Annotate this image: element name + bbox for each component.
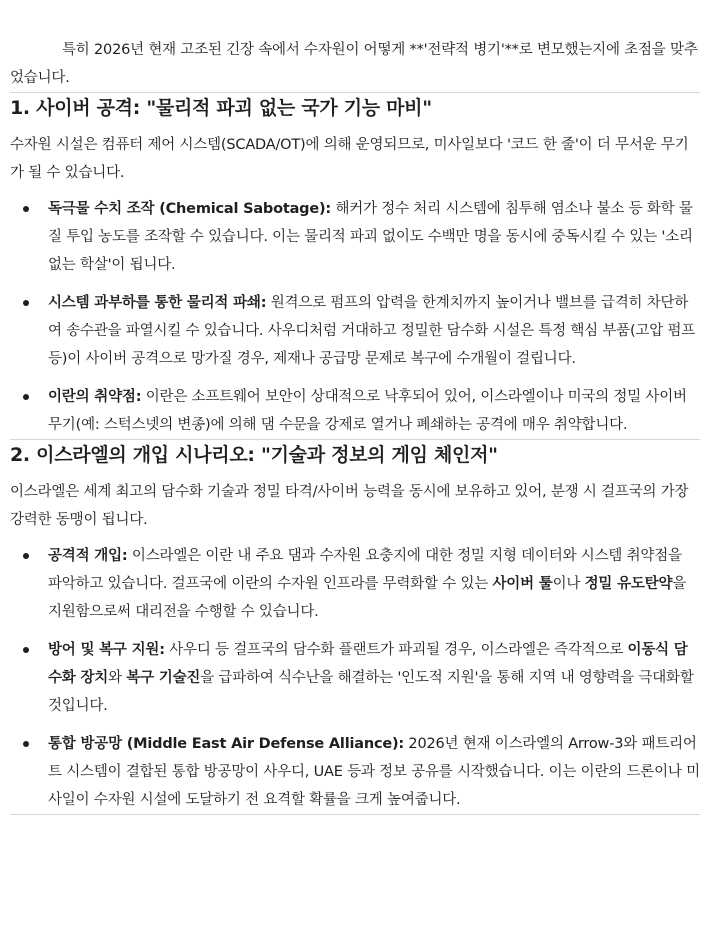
list-item-emphasis: 정밀 유도탄약 bbox=[584, 576, 673, 592]
bullet-icon bbox=[23, 741, 29, 747]
list-item-text: 이나 bbox=[552, 576, 585, 592]
section-1-title: 1. 사이버 공격: "물리적 파괴 없는 국가 기능 마비" bbox=[10, 97, 432, 119]
list-item-emphasis: 이동식 담수화 장치 bbox=[48, 642, 688, 686]
list-item-body: 이란은 소프트웨어 보안이 상대적으로 낙후되어 있어, 이스라엘이나 미국의 정밀 사이버 무기(예: 스턱스넷의 변종)에 의해 댐 수문을 강제로 열거나 폐쇄하는 공격에 매우 취약합니다. bbox=[48, 389, 687, 433]
section-2-intro: 이스라엘은 세계 최고의 담수화 기술과 정밀 타격/사이버 능력을 동시에 보유하고 있어, 분쟁 시 걸프국의 가장 강력한 동맹이 됩니다. bbox=[10, 484, 689, 528]
list-item-heading: 공격적 개입: bbox=[48, 548, 128, 564]
bullet-icon bbox=[23, 647, 29, 653]
list-item-heading: 독극물 수치 조작 (Chemical Sabotage): bbox=[48, 201, 332, 217]
section-divider bbox=[10, 814, 700, 815]
list-item-text: 사우디 등 걸프국의 담수화 플랜트가 파괴될 경우, 이스라엘은 즉각적으로 bbox=[164, 642, 628, 658]
list-item bbox=[10, 636, 700, 720]
list-item bbox=[10, 542, 700, 626]
bullet-icon bbox=[23, 394, 29, 400]
list-item-text: 이스라엘은 이란 내 주요 댐과 수자원 요충지에 대한 정밀 지형 데이터와 시스템 취약점을 파악하고 있습니다. 걸프국에 이란의 수자원 인프라를 무력화할 수 있는 bbox=[48, 548, 682, 592]
bullet-icon bbox=[23, 206, 29, 212]
section-2-title: 2. 이스라엘의 개입 시나리오: "기술과 정보의 게임 체인저" bbox=[10, 444, 498, 466]
list-item-heading: 시스템 과부하를 통한 물리적 파쇄: bbox=[48, 295, 267, 311]
list-item-heading: 이란의 취약점: bbox=[48, 389, 142, 405]
list-item-text: 2026년 현재 이스라엘의 Arrow-3와 패트리어트 시스템이 결합된 통합 방공망이 사우디, UAE 등과 정보 공유를 시작했습니다. 이는 이란의 드론이나 미사일이 수자원 시설에 도달하기 전 요격할 확률을 크게 높여줍니다. bbox=[48, 736, 700, 808]
list-item-emphasis: 복구 기술진 bbox=[126, 670, 201, 686]
section-1-list bbox=[10, 195, 700, 439]
list-item bbox=[10, 730, 700, 814]
list-item bbox=[10, 383, 700, 439]
list-item bbox=[10, 195, 700, 279]
list-item-text: 을 급파하여 식수난을 해결하는 '인도적 지원'을 통해 지역 내 영향력을 극대화할 것입니다. bbox=[48, 670, 694, 714]
list-item bbox=[10, 289, 700, 373]
list-item-body: 해커가 정수 처리 시스템에 침투해 염소나 불소 등 화학 물질 투입 농도를 조작할 수 있습니다. 이는 물리적 파괴 없이도 수백만 명을 동시에 중독시킬 수 있는 '소리 없는 학살'이 됩니다. bbox=[48, 201, 693, 273]
list-item-emphasis: 사이버 툴 bbox=[492, 576, 553, 592]
list-item-heading: 통합 방공망 (Middle East Air Defense Alliance): bbox=[48, 736, 405, 752]
section-2-list bbox=[10, 542, 700, 814]
list-item-text: 와 bbox=[108, 670, 127, 686]
bullet-icon bbox=[23, 300, 29, 306]
list-item-body: 원격으로 펌프의 압력을 한계치까지 높이거나 밸브를 급격히 차단하여 송수관을 파열시킬 수 있습니다. 사우디처럼 거대하고 정밀한 담수화 시설은 특정 핵심 부품(고압 펌프 등)이 사이버 공격으로 망가질 경우, 제재나 공급망 문제로 복구에 수개월이 걸립니다. bbox=[48, 295, 696, 367]
list-item-text: 을 지원함으로써 대리전을 수행할 수 있습니다. bbox=[48, 576, 687, 620]
bullet-icon bbox=[23, 553, 29, 559]
section-1-intro: 수자원 시설은 컴퓨터 제어 시스템(SCADA/OT)에 의해 운영되므로, 미사일보다 '코드 한 줄'이 더 무서운 무기가 될 수 있습니다. bbox=[10, 137, 689, 181]
intro-paragraph: 특히 2026년 현재 고조된 긴장 속에서 수자원이 어떻게 **'전략적 병기'**로 변모했는지에 초점을 맞추었습니다. bbox=[10, 42, 698, 86]
list-item-heading: 방어 및 복구 지원: bbox=[48, 642, 165, 658]
